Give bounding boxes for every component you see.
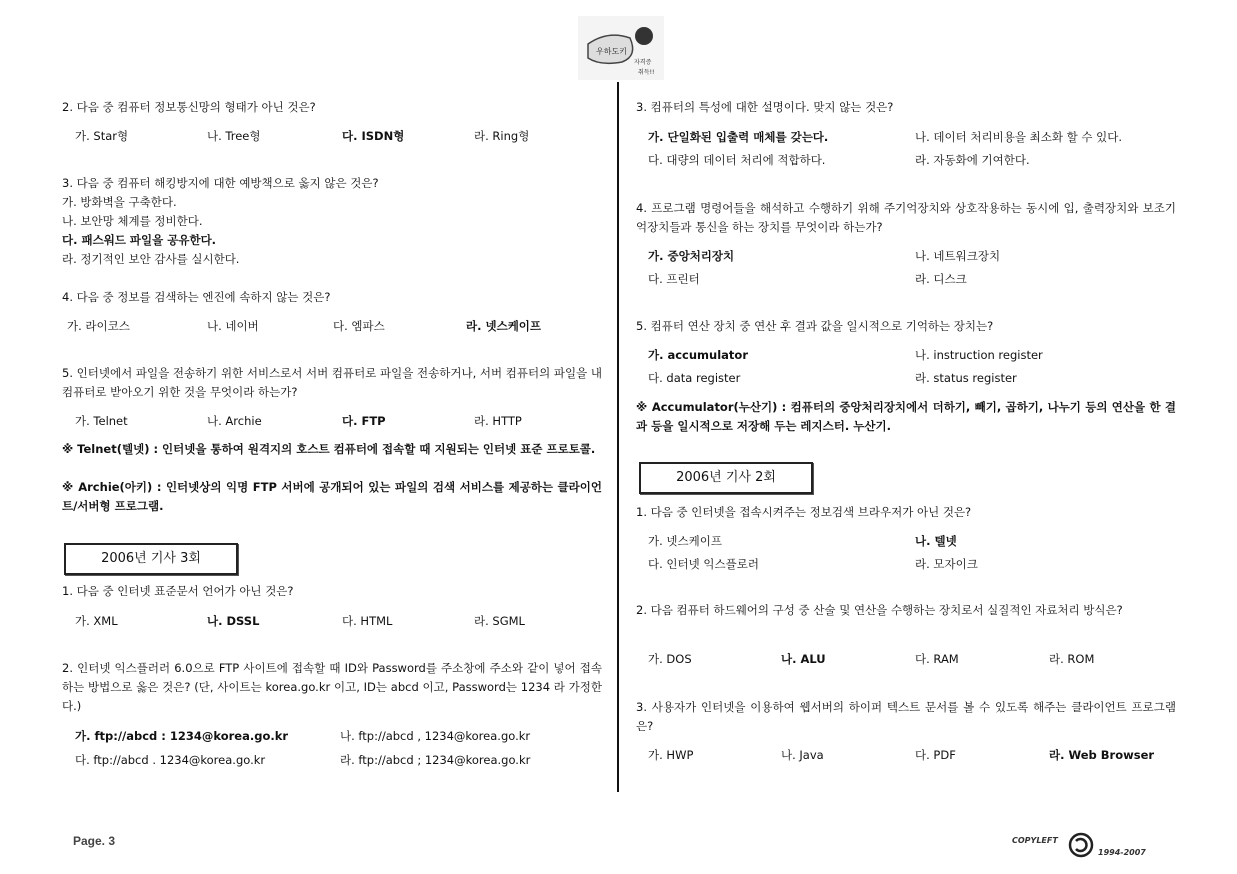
option-b: 나. 네이버 (207, 319, 259, 333)
option-b: 나. 보안망 체계를 정비한다. (62, 214, 203, 228)
copyleft-icon (1068, 832, 1094, 862)
option-d: 라. ROM (1049, 652, 1095, 666)
question-text: 5. 인터넷에서 파일을 전송하기 위한 서비스로서 서버 컴퓨터로 파일을 전송하거나, 서버 컴퓨터의 파일을 내 컴퓨터로 받아오기 위한 것을 무엇이라 하는가? (62, 366, 602, 399)
svg-text:취득!!: 취득!! (638, 69, 655, 76)
question-text: 2. 다음 중 컴퓨터 정보통신망의 형태가 아닌 것은? (62, 100, 316, 114)
option-c: 다. 프린터 (648, 272, 700, 286)
option-a: 가. 넷스케이프 (648, 534, 722, 548)
svg-text:우하도키: 우하도키 (596, 47, 627, 56)
column-divider (617, 82, 619, 792)
question-text: 3. 다음 중 컴퓨터 해킹방지에 대한 예방책으로 옳지 않은 것은? (62, 176, 379, 190)
option-d: 라. status register (915, 371, 1017, 385)
question-text: 5. 컴퓨터 연산 장치 중 연산 후 결과 값을 일시적으로 기억하는 장치는? (636, 319, 994, 333)
question-text: 4. 프로그램 명령어들을 해석하고 수행하기 위해 주기억장치와 상호작용하는 동시에 입, 출력장치와 보조기억장치들과 통신을 하는 장치를 무엇이라 하는가? (636, 201, 1176, 234)
explanation-note: ※ Archie(아키) : 인터넷상의 익명 FTP 서버에 공개되어 있는 파일의 검색 서비스를 제공하는 클라이언트/서버형 프로그램. (62, 480, 602, 513)
option-a-answer: 가. accumulator (648, 348, 749, 362)
option-a: 가. Star형 (75, 129, 129, 143)
option-a: 가. 방화벽을 구축한다. (62, 195, 177, 209)
option-a-answer: 가. 단일화된 입출력 매체를 갖는다. (648, 130, 829, 144)
option-c: 다. 인터넷 익스플로러 (648, 557, 759, 571)
option-c: 다. ftp://abcd . 1234@korea.go.kr (75, 753, 266, 767)
question-text: 4. 다음 중 정보를 검색하는 엔진에 속하지 않는 것은? (62, 290, 331, 304)
option-d-answer: 라. Web Browser (1049, 748, 1155, 762)
question-text: 1. 다음 중 인터넷을 접속시켜주는 정보검색 브라우저가 아닌 것은? (636, 505, 972, 519)
option-d: 라. 디스크 (915, 272, 967, 286)
mascot-logo (578, 16, 664, 80)
option-b-answer: 나. DSSL (207, 614, 260, 628)
explanation-note: ※ Accumulator(누산기) : 컴퓨터의 중앙처리장치에서 더하기, 빼기, 곱하기, 나누기 등의 연산을 한 결과 등을 일시적으로 저장해 두는 레지스터. 누산기. (636, 400, 1176, 433)
copyleft-mark (1012, 832, 1152, 860)
option-c: 다. 대량의 데이터 처리에 적합하다. (648, 153, 826, 167)
option-b: 나. Archie (207, 414, 262, 428)
option-b: 나. Java (781, 748, 824, 762)
option-a: 가. XML (75, 614, 118, 628)
question-text: 3. 사용자가 인터넷을 이용하여 웹서버의 하이퍼 텍스트 문서를 볼 수 있도록 해주는 클라이언트 프로그램은? (636, 700, 1176, 733)
option-c: 다. HTML (342, 614, 393, 628)
option-d: 라. HTTP (474, 414, 522, 428)
option-a-answer: 가. ftp://abcd : 1234@korea.go.kr (75, 729, 289, 743)
option-b: 나. instruction register (915, 348, 1043, 362)
mascot-logo-icon (578, 16, 664, 80)
copyleft-text: COPYLEFT (1012, 836, 1058, 845)
option-b: 나. Tree형 (207, 129, 261, 143)
option-a-answer: 가. 중앙처리장치 (648, 249, 735, 263)
option-c: 다. 엠파스 (333, 319, 385, 333)
option-c: 다. PDF (915, 748, 956, 762)
svg-text:자격증: 자격증 (634, 59, 652, 66)
option-b-answer: 나. 텔넷 (915, 534, 957, 548)
option-d: 라. 정기적인 보안 감사를 실시한다. (62, 252, 240, 266)
option-c-answer: 다. ISDN형 (342, 129, 405, 143)
option-d: 라. 모자이크 (915, 557, 978, 571)
option-a: 가. HWP (648, 748, 694, 762)
option-a: 가. DOS (648, 652, 692, 666)
section-title-box: 2006년 기사 2회 (639, 462, 813, 494)
option-c-answer: 다. FTP (342, 414, 386, 428)
question-text: 2. 다음 컴퓨터 하드웨어의 구성 중 산술 및 연산을 수행하는 장치로서 실질적인 자료처리 방식은? (636, 603, 1123, 617)
option-c: 다. RAM (915, 652, 959, 666)
explanation-note: ※ Telnet(텔넷) : 인터넷을 통하여 원격지의 호스트 컴퓨터에 접속할 때 지원되는 인터넷 표준 프로토콜. (62, 442, 596, 456)
option-d: 라. 자동화에 기여한다. (915, 153, 1030, 167)
copyleft-years: 1994-2007 (1098, 848, 1146, 857)
question-text: 2. 인터넷 익스플러러 6.0으로 FTP 사이트에 접속할 때 ID와 Password를 주소창에 주소와 같이 넣어 접속하는 방법으로 옳은 것은? (단, 사이트는 korea.go.kr 이고, ID는 abcd 이고, Password는 1234 라 가정한다.) (62, 661, 602, 713)
option-a: 가. Telnet (75, 414, 128, 428)
option-d: 라. ftp://abcd ; 1234@korea.go.kr (340, 753, 531, 767)
question-text: 1. 다음 중 인터넷 표준문서 언어가 아닌 것은? (62, 584, 294, 598)
option-d: 라. Ring형 (474, 129, 530, 143)
question-text: 3. 컴퓨터의 특성에 대한 설명이다. 맞지 않는 것은? (636, 100, 894, 114)
option-b: 나. 네트워크장치 (915, 249, 1001, 263)
option-c: 다. data register (648, 371, 741, 385)
option-d-answer: 라. 넷스케이프 (466, 319, 542, 333)
section-title-box: 2006년 기사 3회 (64, 543, 238, 575)
page-number: Page. 3 (73, 834, 116, 848)
option-d: 라. SGML (474, 614, 525, 628)
option-a: 가. 라이코스 (67, 319, 130, 333)
option-b: 나. 데이터 처리비용을 최소화 할 수 있다. (915, 130, 1122, 144)
option-b: 나. ftp://abcd , 1234@korea.go.kr (340, 729, 531, 743)
option-b-answer: 나. ALU (781, 652, 826, 666)
option-c-answer: 다. 패스워드 파일을 공유한다. (62, 233, 217, 247)
